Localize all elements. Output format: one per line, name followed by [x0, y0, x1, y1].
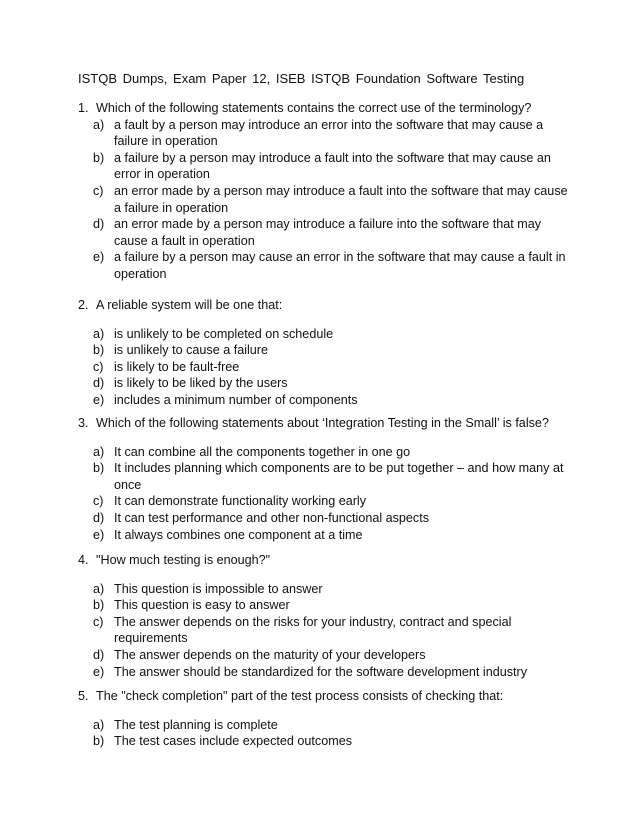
question-number: 1.	[78, 101, 89, 115]
option-a	[78, 717, 578, 734]
option-b	[78, 150, 578, 183]
option-text: It includes planning which components are to be put together – and how many at once	[114, 461, 564, 492]
option-c	[78, 614, 578, 647]
option-label: e)	[93, 250, 105, 265]
option-list	[78, 117, 578, 283]
option-list	[78, 326, 578, 409]
option-label: b)	[93, 343, 105, 358]
option-text: It can test performance and other non-functional aspects	[114, 510, 430, 525]
option-label: d)	[93, 647, 105, 662]
option-b	[78, 460, 578, 493]
option-label: c)	[93, 614, 104, 629]
question-1	[78, 100, 578, 283]
option-text: The answer should be standardized for the software development industry	[114, 664, 528, 679]
option-list	[78, 444, 578, 544]
option-list	[78, 717, 578, 750]
option-label: e)	[93, 527, 105, 542]
option-text: is likely to be liked by the users	[114, 376, 288, 391]
question-stem	[78, 100, 578, 117]
option-c	[78, 183, 578, 216]
document-title: ISTQB Dumps, Exam Paper 12, ISEB ISTQB Foundation Software Testing	[78, 71, 525, 86]
option-label: a)	[93, 117, 105, 132]
option-text: is likely to be fault-free	[114, 359, 240, 374]
option-a	[78, 117, 578, 150]
question-number: 5.	[78, 689, 89, 703]
option-c	[78, 359, 578, 376]
option-d	[78, 510, 578, 527]
option-c	[78, 493, 578, 510]
option-label: c)	[93, 494, 104, 509]
option-label: c)	[93, 183, 104, 198]
option-label: e)	[93, 392, 105, 407]
option-label: e)	[93, 664, 105, 679]
option-e	[78, 664, 578, 681]
option-label: a)	[93, 326, 105, 341]
option-label: a)	[93, 581, 105, 596]
option-label: b)	[93, 461, 105, 476]
option-text: It always combines one component at a time	[114, 527, 363, 542]
option-label: a)	[93, 717, 105, 732]
question-stem	[78, 415, 578, 432]
option-label: b)	[93, 150, 105, 165]
question-2	[78, 297, 578, 409]
question-number: 4.	[78, 553, 89, 567]
option-b	[78, 733, 578, 750]
option-text: This question is impossible to answer	[114, 581, 323, 596]
option-label: d)	[93, 217, 105, 232]
option-text: The answer depends on the risks for your industry, contract and special requirements	[114, 614, 512, 646]
question-text: Which of the following statements about ‘Integration Testing in the Small’ is false?	[96, 416, 549, 430]
question-text: The "check completion" part of the test process consists of checking that:	[96, 689, 504, 703]
option-label: c)	[93, 359, 104, 374]
question-number: 2.	[78, 298, 89, 312]
option-label: d)	[93, 510, 105, 525]
option-text: The test planning is complete	[114, 717, 278, 732]
question-3	[78, 415, 578, 543]
option-a	[78, 444, 578, 461]
question-stem	[78, 552, 578, 569]
option-d	[78, 647, 578, 664]
option-label: d)	[93, 376, 105, 391]
question-stem	[78, 297, 578, 314]
option-d	[78, 375, 578, 392]
option-text: a fault by a person may introduce an error into the software that may cause a failure in operation	[114, 117, 544, 149]
question-text: A reliable system will be one that:	[96, 298, 283, 312]
option-a	[78, 581, 578, 598]
option-text: a failure by a person may introduce a fault into the software that may cause an error in operation	[114, 150, 551, 182]
option-text: an error made by a person may introduce a failure into the software that may cause a fault in operation	[114, 217, 542, 248]
option-text: an error made by a person may introduce a fault into the software that may cause a failure in operation	[114, 183, 568, 215]
option-text: It can combine all the components together in one go	[114, 444, 411, 459]
option-text: is unlikely to cause a failure	[114, 343, 269, 358]
option-e	[78, 249, 578, 282]
question-4	[78, 552, 578, 680]
question-5	[78, 688, 578, 750]
option-b	[78, 597, 578, 614]
option-a	[78, 326, 578, 343]
question-stem	[78, 688, 578, 705]
option-text: It can demonstrate functionality working early	[114, 494, 366, 509]
option-text: is unlikely to be completed on schedule	[114, 326, 334, 341]
option-label: b)	[93, 598, 105, 613]
option-label: b)	[93, 734, 105, 749]
option-e	[78, 392, 578, 409]
question-text: "How much testing is enough?"	[96, 553, 271, 567]
option-d	[78, 216, 578, 249]
question-text: Which of the following statements contains the correct use of the terminology?	[96, 101, 532, 115]
option-text: This question is easy to answer	[114, 598, 290, 613]
question-number: 3.	[78, 416, 89, 430]
option-text: a failure by a person may cause an error in the software that may cause a fault in operation	[114, 250, 566, 281]
option-e	[78, 527, 578, 544]
option-list	[78, 581, 578, 681]
option-text: The test cases include expected outcomes	[114, 734, 353, 749]
option-b	[78, 342, 578, 359]
option-text: includes a minimum number of components	[114, 392, 358, 407]
option-text: The answer depends on the maturity of your developers	[114, 647, 426, 662]
option-label: a)	[93, 444, 105, 459]
